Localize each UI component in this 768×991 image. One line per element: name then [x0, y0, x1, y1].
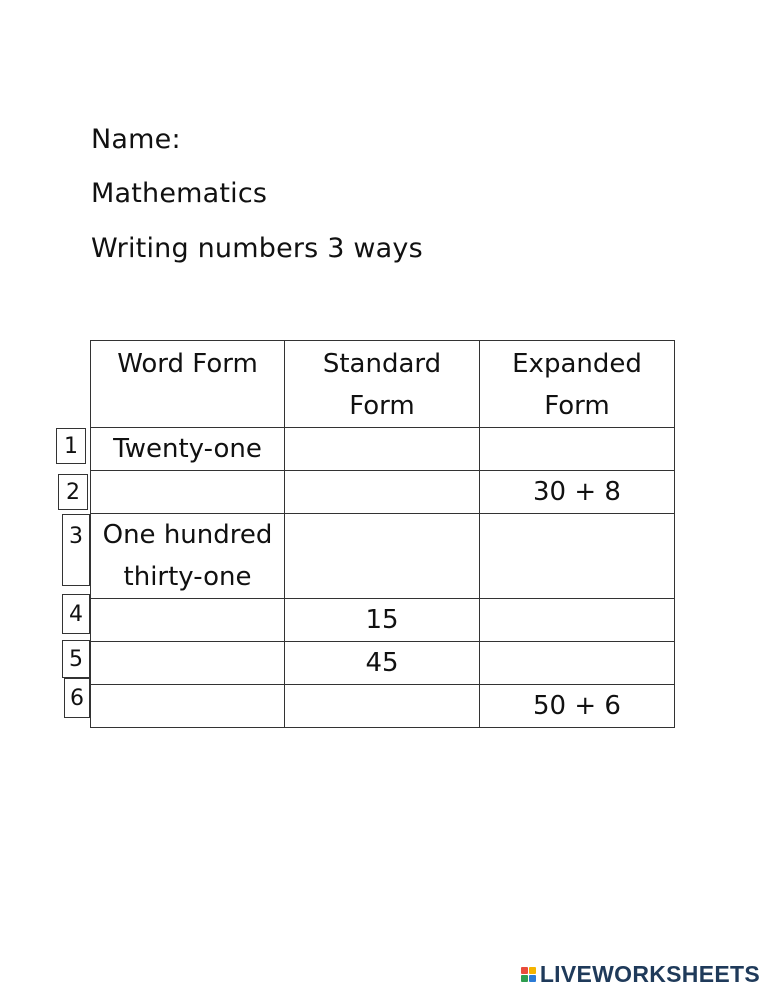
logo-text: LIVEWORKSHEETS — [539, 960, 760, 987]
word-form-answer-field[interactable] — [91, 471, 285, 514]
worksheet-table — [90, 340, 675, 728]
table-row — [91, 599, 675, 642]
table-row — [91, 428, 675, 471]
standard-form-cell: 15 — [285, 599, 480, 642]
expanded-form-cell: 50 + 6 — [480, 685, 675, 728]
word-form-cell: Twenty-one — [91, 428, 285, 471]
row-number-box: 2 — [58, 474, 88, 510]
table-row — [91, 471, 675, 514]
column-header-line: Form — [544, 391, 610, 421]
expanded-form-answer-field[interactable] — [480, 428, 675, 471]
word-form-line: One hundred — [102, 520, 273, 550]
word-form-cell — [91, 514, 285, 599]
expanded-form-answer-field[interactable] — [480, 514, 675, 599]
standard-form-answer-field[interactable] — [285, 514, 480, 599]
table-row — [91, 685, 675, 728]
standard-form-answer-field[interactable] — [285, 685, 480, 728]
word-form-answer-field[interactable] — [91, 599, 285, 642]
standard-form-cell: 45 — [285, 642, 480, 685]
column-header-word-form — [91, 341, 285, 428]
expanded-form-answer-field[interactable] — [480, 599, 675, 642]
column-header-line: Form — [349, 391, 415, 421]
topic-title: Writing numbers 3 ways — [91, 233, 423, 264]
column-header-line: Standard — [322, 349, 442, 379]
standard-form-answer-field[interactable] — [285, 471, 480, 514]
column-header-line: Expanded — [512, 349, 642, 379]
expanded-form-answer-field[interactable] — [480, 642, 675, 685]
word-form-answer-field[interactable] — [91, 685, 285, 728]
column-header-line: Word Form — [117, 349, 258, 379]
expanded-form-cell: 30 + 8 — [480, 471, 675, 514]
word-form-line: thirty-one — [123, 562, 252, 592]
table-row — [91, 514, 675, 599]
subject-title: Mathematics — [91, 178, 268, 209]
standard-form-answer-field[interactable] — [285, 428, 480, 471]
row-number-box: 1 — [56, 428, 86, 464]
column-header-standard-form — [285, 341, 480, 428]
name-label: Name: — [91, 124, 181, 155]
logo-mark-icon — [521, 967, 536, 982]
word-form-answer-field[interactable] — [91, 642, 285, 685]
row-number-box: 6 — [64, 678, 90, 718]
row-number-box: 4 — [62, 594, 90, 634]
row-number-box: 3 — [62, 514, 90, 586]
table-row — [91, 642, 675, 685]
row-number-box: 5 — [62, 640, 90, 678]
liveworksheets-logo — [521, 962, 760, 986]
column-header-expanded-form — [480, 341, 675, 428]
table-header-row — [91, 341, 675, 428]
